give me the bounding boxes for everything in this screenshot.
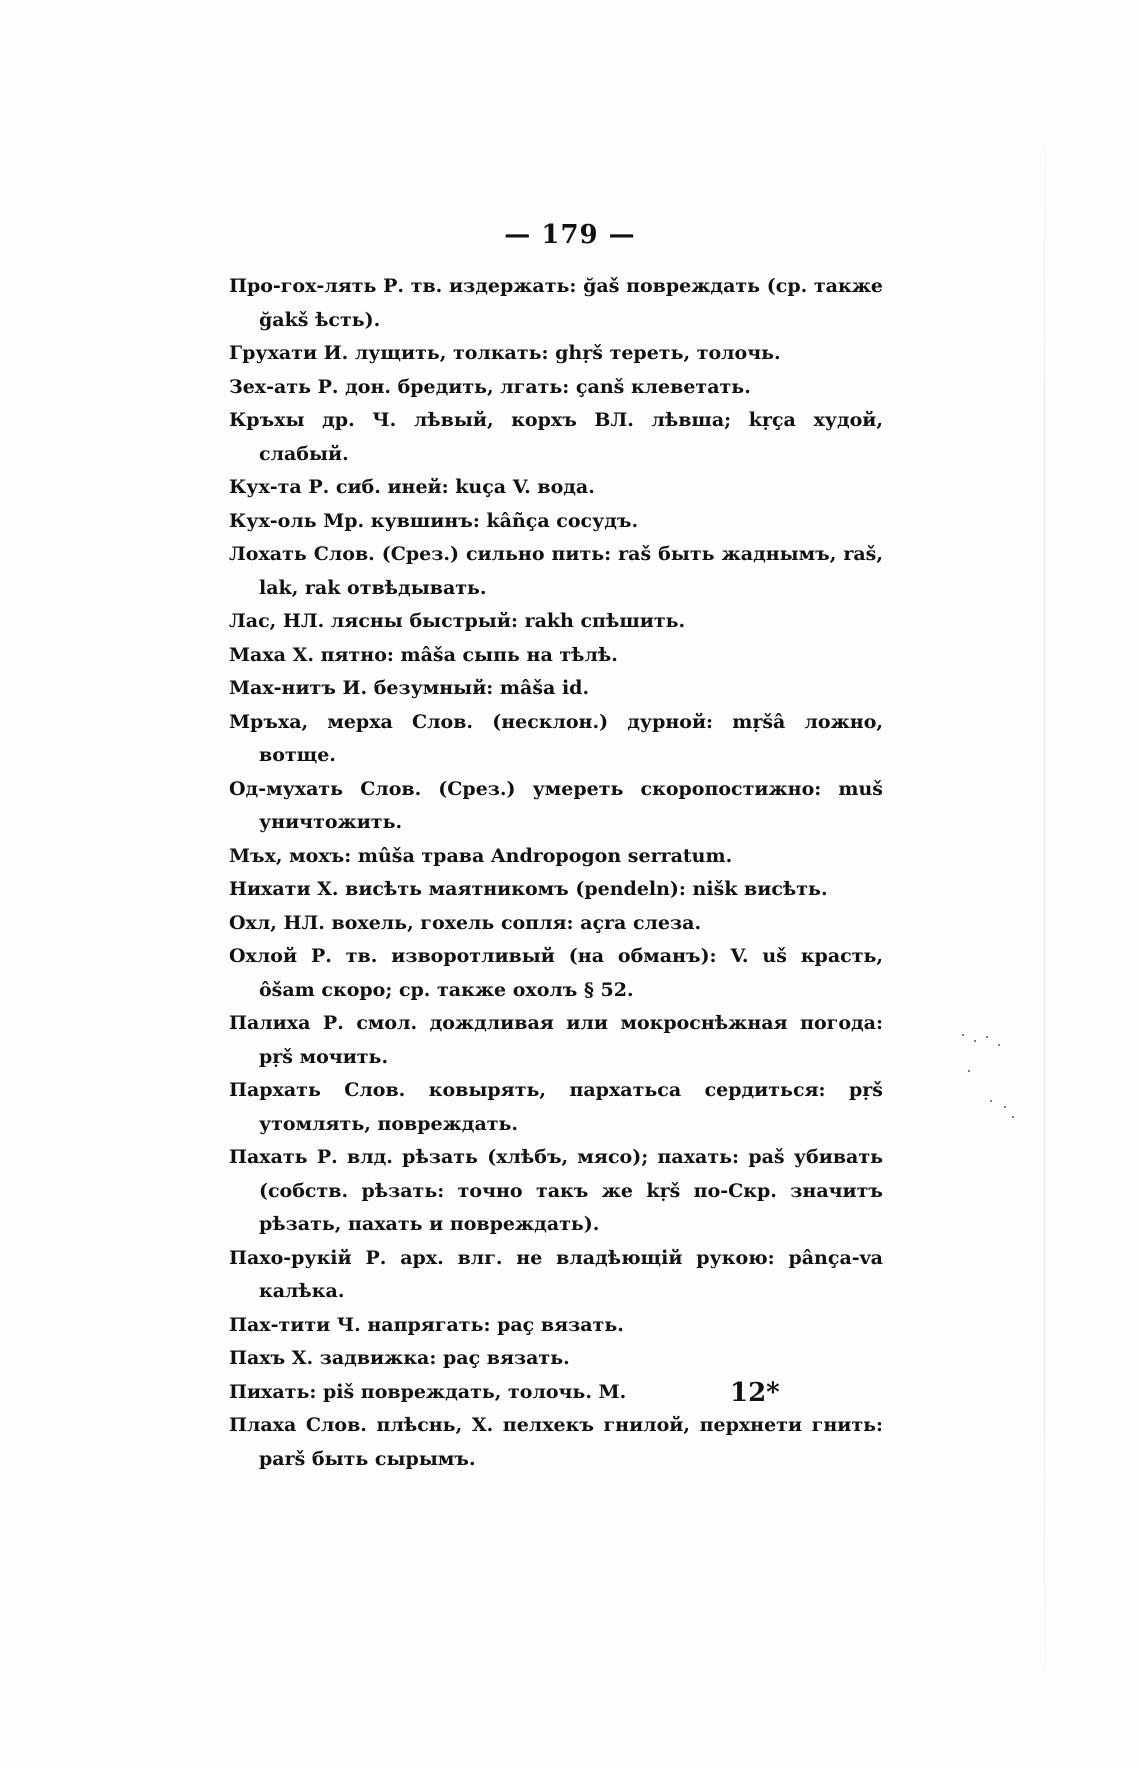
dictionary-entry: Грухати И. лущить, толкать: ghṛš тереть, толочь. (229, 342, 781, 364)
dictionary-entry: Палиха Р. смол. дождливая или мокроснѣжная погода: pṛš мочить. (229, 1012, 883, 1068)
dictionary-entry: Нихати Х. висѣть маятникомъ (pendeln): nišk висѣть. (229, 878, 828, 900)
dictionary-entry: Плаха Слов. плѣснь, Х. пелхекъ гнилой, перхнети гнить: parš быть сырымъ. (229, 1414, 883, 1470)
dictionary-entry: Пахъ Х. задвижка: paç вязать. (229, 1347, 570, 1369)
dictionary-entry: Маха Х. пятно: mâša сыпь на тѣлѣ. (229, 643, 618, 666)
dictionary-entries (229, 270, 883, 1476)
dictionary-entry: Кух-оль Мр. кувшинъ: kâñça сосудъ. (229, 509, 639, 532)
dictionary-entry: Пихать: piš повреждать, толочь. М. (229, 1380, 627, 1403)
dictionary-entry: Мръха, мерха Слов. (несклон.) дурной: mṛšâ ложно, вотще. (229, 710, 883, 766)
dictionary-entry: Мъх, мохъ: mûša трава Andropogon serratum. (229, 844, 733, 867)
dictionary-entry: Охлой Р. тв. изворотливый (на обманъ): V. uš красть, ôšam скоро; ср. также охолъ § 52. (229, 945, 883, 1001)
scan-specks (960, 1030, 1030, 1150)
dictionary-entry: Пахо-рукій Р. арх. влг. не владѣющій рукою: pânça-va калѣка. (229, 1246, 883, 1302)
dictionary-entry: Пахать Р. влд. рѣзать (хлѣбъ, мясо); пахать: paš убивать (собств. рѣзать: точно такъ же kṛš по-Скр. значитъ рѣзать, пахать и повреждать). (229, 1146, 883, 1235)
dictionary-entry: Зех-ать Р. дон. бредить, лгать: çanš клеветать. (229, 375, 751, 398)
dictionary-entry: Од-мухать Слов. (Срез.) умереть скоропостижно: muš уничтожить. (229, 777, 883, 833)
dictionary-entry: Мах-нитъ И. безумный: mâša id. (229, 677, 590, 699)
dictionary-entry: Кръхы др. Ч. лѣвый, корхъ ВЛ. лѣвша; kṛça худой, слабый. (229, 409, 883, 465)
dictionary-entry: Кух-та Р. сиб. иней: kuça V. вода. (229, 476, 595, 498)
page-number: — 179 — (504, 220, 636, 250)
dictionary-entry: Про-гох-лять Р. тв. издержать: ğaš повреждать (ср. также ğakš ѣсть). (229, 275, 883, 331)
dictionary-entry: Лас, НЛ. лясны быстрый: rakh спѣшить. (229, 610, 686, 632)
dictionary-entry: Лохать Слов. (Срез.) сильно пить: raš быть жаднымъ, raš, lak, rak отвѣдывать. (229, 543, 883, 599)
signature-mark: 12* (730, 1378, 780, 1408)
dictionary-entry: Охл, НЛ. вохель, гохель сопля: açra слеза. (229, 911, 702, 934)
dictionary-entry: Пах-тити Ч. напрягать: paç вязать. (229, 1313, 624, 1336)
scan-edge (1044, 90, 1045, 1727)
dictionary-entry: Пархать Слов. ковырять, пархатьса сердиться: pṛš утомлять, повреждать. (229, 1079, 883, 1135)
